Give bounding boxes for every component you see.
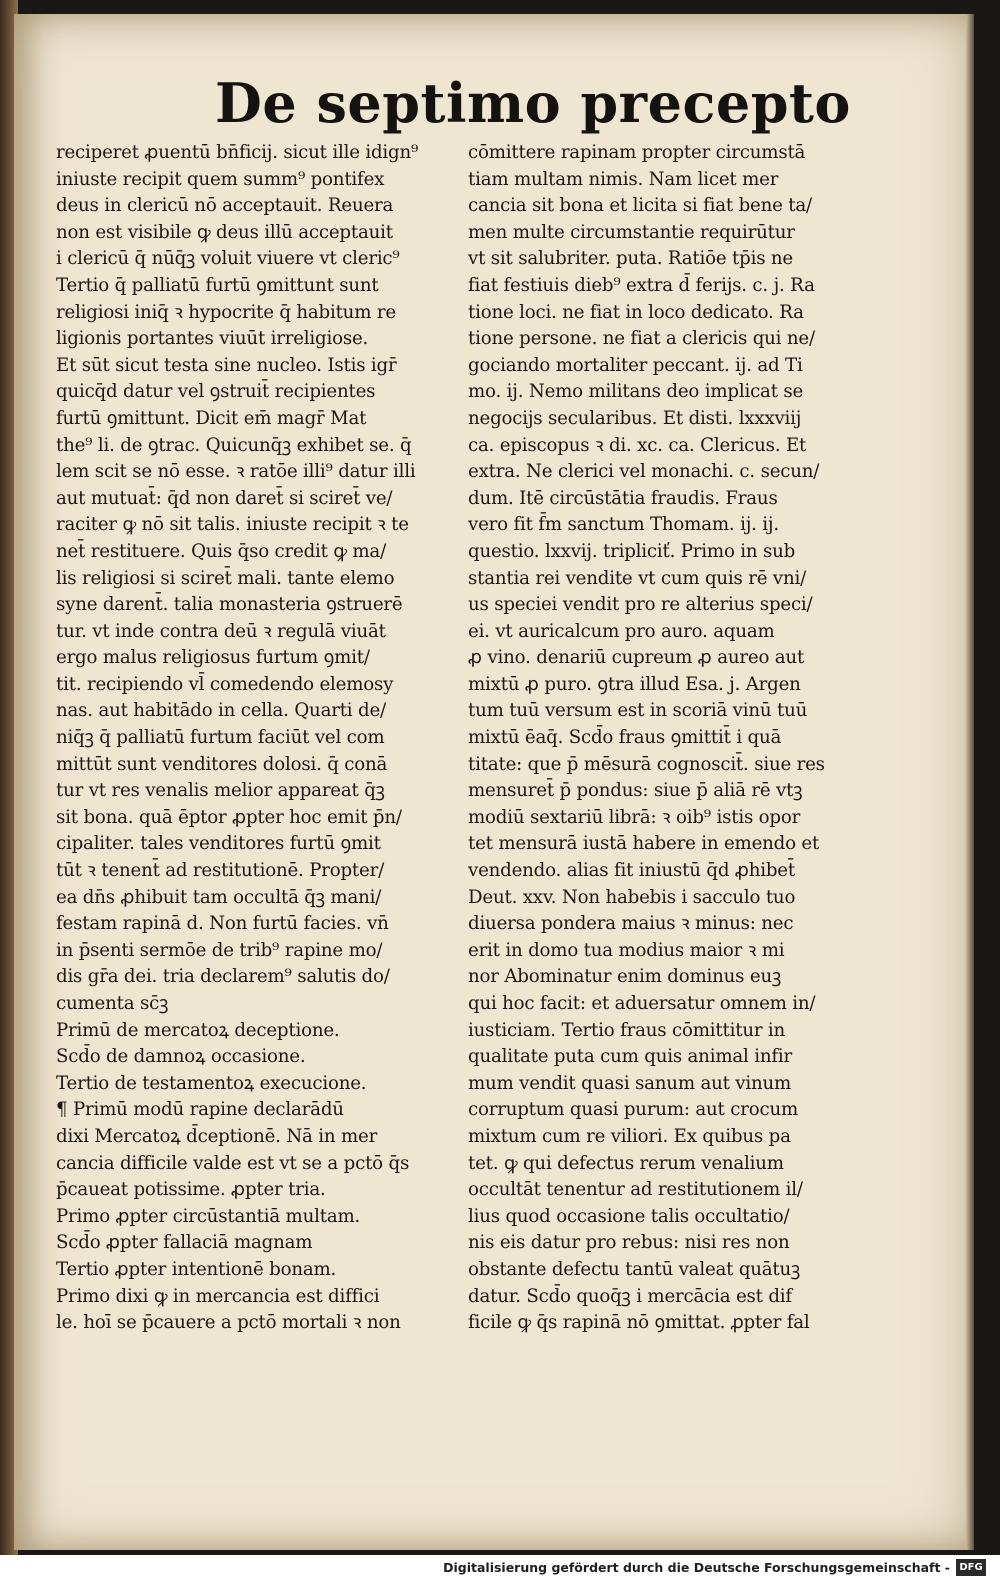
text-line: quicq̄d datur vel ꝯstruit̄ recipientes (56, 381, 376, 403)
text-line: ficile ꝙ q̄s rapinā nō ꝯmittat. ꝓpter fal (468, 1312, 810, 1334)
text-line: nor Abominatur enim dominus euꝫ (468, 966, 782, 988)
text-line: ¶ Primū modū rapine declarādū (56, 1099, 344, 1121)
text-line: lius quod occasione talis occultatio/ (468, 1205, 790, 1227)
right-text-column (468, 140, 840, 1337)
text-line: obstante defectu tantū valeat quātuꝫ (468, 1258, 801, 1280)
text-line: tūt ꝛ tenent̄ ad restitutionē. Propter/ (56, 860, 385, 882)
page-edge (966, 14, 974, 1550)
text-line: vendendo. alias fit iniustū q̄d ꝓhibet̄ (468, 860, 795, 882)
text-line: tet. ꝙ qui defectus rerum venalium (468, 1152, 784, 1174)
text-line: ca. episcopus ꝛ di. xc. ca. Clericus. Et (468, 434, 807, 456)
text-line: cancia difficile valde est vt se a pctō q̄s (56, 1152, 410, 1174)
text-line: cumenta sc̄ꝫ (56, 993, 169, 1014)
text-line: ea dn̄s ꝓhibuit tam occultā q̄ꝫ mani/ (56, 886, 382, 908)
text-line: tur. vt inde contra deū ꝛ regulā viuāt (56, 620, 386, 642)
text-line: tur vt res venalis melior appareat q̄ꝫ (56, 780, 385, 802)
text-line: mixtū ꝓ puro. ꝯtra illud Esa. j. Argen (468, 673, 801, 695)
running-title: De septimo precepto (215, 71, 851, 135)
text-line: sit bona. quā ēptor ꝓpter hoc emit p̄n/ (56, 806, 402, 828)
text-line: erit in domo tua modius maior ꝛ mi (468, 939, 785, 961)
text-line: cancia sit bona et licita si fiat bene ta/ (468, 195, 812, 217)
text-line: nas. aut habitādo in cella. Quarti de/ (56, 700, 386, 722)
text-line: tet mensurā iustā habere in emendo et (468, 833, 820, 855)
left-text-column (56, 140, 428, 1337)
text-line: dixi Mercatoꝝ d̄ceptionē. Nā in mer (56, 1125, 378, 1147)
text-line: cōmittere rapinam propter circumstā (468, 142, 806, 163)
text-line: negocijs secularibus. Et disti. lxxxviij (468, 407, 802, 429)
text-line: syne darent̄. talia monasteria ꝯstruerē (56, 594, 403, 616)
text-line: qui hoc facit: et aduersatur omnem in/ (468, 993, 816, 1014)
text-line: Deut. xxv. Non habebis i sacculo tuo (468, 886, 796, 908)
text-line: occultāt tenentur ad restitutionem il/ (468, 1179, 803, 1201)
text-line: deus in clericū nō acceptauit. Reuera (56, 195, 394, 217)
text-line: mittūt sunt venditores dolosi. q̄ conā (56, 753, 388, 775)
text-line: mixtū ēaq̄. Scd̄o fraus ꝯmittit̄ i quā (468, 727, 782, 749)
text-line: mensuret̄ p̄ pondus: siue p̄ aliā rē vtꝫ (468, 780, 803, 802)
text-line: Scd̄o ꝓpter fallaciā magnam (56, 1232, 313, 1254)
text-line: dis gr̄a dei. tria declarem⁹ salutis do/ (56, 966, 390, 988)
text-line: diuersa pondera maius ꝛ minus: nec (468, 913, 794, 935)
text-line: tiam multam nimis. Nam licet mer (468, 168, 779, 190)
text-line: qualitate puta cum quis animal infir (468, 1046, 792, 1068)
text-line: corruptum quasi purum: aut crocum (468, 1099, 799, 1121)
text-line: Primo dixi ꝙ in mercancia est diffici (56, 1285, 380, 1307)
text-line: ei. vt auricalcum pro auro. aquam (468, 620, 775, 642)
text-line: Tertio de testamentoꝝ execucione. (56, 1072, 367, 1094)
text-line: Tertio ꝓpter intentionē bonam. (56, 1258, 337, 1280)
text-line: p̄caueat potissime. ꝓpter tria. (56, 1179, 326, 1201)
text-line: Primū de mercatoꝝ deceptione. (56, 1019, 340, 1041)
text-line: stantia rei vendite vt cum quis rē vni/ (468, 567, 807, 589)
text-line: Et sūt sicut testa sine nucleo. Istis igr̄ (56, 354, 397, 376)
text-line: gociando mortaliter peccant. ij. ad Ti (468, 354, 803, 376)
text-line: vero fit f̄m sanctum Thomam. ij. ij. (468, 514, 779, 536)
text-line: iniuste recipit quem summ⁹ pontifex (56, 168, 385, 190)
text-line: men multe circumstantie requirūtur (468, 221, 795, 243)
text-line: the⁹ li. de ꝯtrac. Quicunq̄ꝫ exhibet se. q̄ (56, 434, 412, 456)
text-line: le. hoī se p̄cauere a pctō mortali ꝛ non (56, 1312, 401, 1334)
text-line: fiat festiuis dieb⁹ extra d̄ ferijs. c. j. Ra (468, 274, 815, 296)
text-line: ligionis portantes viuūt irreligiose. (56, 328, 369, 350)
text-line: datur. Scd̄o quoq̄ꝫ i mercācia est dif (468, 1285, 792, 1307)
text-line: non est visibile ꝙ deus illū acceptauit (56, 221, 393, 243)
text-line: nis eis datur pro rebus: nisi res non (468, 1232, 790, 1254)
text-line: mo. ij. Nemo militans deo implicat se (468, 381, 804, 403)
text-line: festam rapinā d. Non furtū facies. vn̄ (56, 913, 389, 935)
text-line: ergo malus religiosus furtum ꝯmit/ (56, 647, 370, 669)
text-line: modiū sextariū librā: ꝛ oib⁹ istis opor (468, 806, 801, 828)
text-line: lem scit se nō esse. ꝛ ratōe illi⁹ datur illi (56, 461, 416, 483)
dfg-logo: DFG (956, 1559, 986, 1576)
text-line: net̄ restituere. Quis q̄so credit ꝙ ma/ (56, 540, 387, 562)
text-line: raciter ꝙ nō sit talis. iniuste recipit ꝛ te (56, 514, 409, 536)
text-line: religiosi iniq̄ ꝛ hypocrite q̄ habitum re (56, 301, 396, 323)
text-line: iusticiam. Tertio fraus cōmittitur in (468, 1019, 786, 1041)
text-line: us speciei vendit pro re alterius speci/ (468, 594, 813, 616)
text-line: i clericū q̄ nūq̄ꝫ voluit viuere vt cleric⁹ (56, 248, 400, 270)
text-line: extra. Ne clerici vel monachi. c. secun/ (468, 461, 820, 483)
text-line: ꝓ vino. denariū cupreum ꝓ aureo aut (468, 647, 805, 669)
text-line: cipaliter. tales venditores furtū ꝯmit (56, 833, 381, 855)
text-line: Primo ꝓpter circūstantiā multam. (56, 1205, 361, 1227)
text-line: tum tuū versum est in scoriā vinū tuū (468, 700, 808, 722)
text-line: mum vendit quasi sanum aut vinum (468, 1072, 792, 1094)
text-line: reciperet ꝓuentū bn̄ficij. sicut ille idign⁹ (56, 142, 419, 163)
text-line: questio. lxxvij. tripliciť. Primo in sub (468, 540, 796, 562)
text-line: niq̄ꝫ q̄ palliatū furtum faciūt vel com (56, 727, 385, 749)
text-line: furtū ꝯmittunt. Dicit em̄ magr̄ Mat (56, 407, 367, 429)
text-line: mixtum cum re viliori. Ex quibus pa (468, 1125, 791, 1147)
text-line: Scd̄o de damnoꝝ occasione. (56, 1046, 306, 1068)
text-line: dum. Itē circūstātia fraudis. Fraus (468, 487, 778, 509)
funding-note: Digitalisierung gefördert durch die Deutsche Forschungsgemeinschaft - (443, 1560, 950, 1575)
text-line: titate: que p̄ mēsurā cognoscit̄. siue res (468, 753, 825, 775)
text-line: tione loci. ne fiat in loco dedicato. Ra (468, 301, 804, 323)
text-line: Tertio q̄ palliatū furtū ꝯmittunt sunt (56, 274, 379, 296)
digitization-footer (0, 1555, 1000, 1582)
text-line: in p̄senti sermōe de trib⁹ rapine mo/ (56, 939, 383, 961)
text-line: lis religiosi si sciret̄ mali. tante elemo (56, 567, 395, 589)
text-line: tit. recipiendo vl̄ comedendo elemosy (56, 673, 394, 695)
text-line: vt sit salubriter. puta. Ratiōe tp̄is ne (468, 248, 794, 270)
text-line: tione persone. ne fiat a clericis qui ne/ (468, 328, 815, 350)
text-line: aut mutuat̄: q̄d non daret̄ si sciret̄ ve/ (56, 487, 393, 509)
